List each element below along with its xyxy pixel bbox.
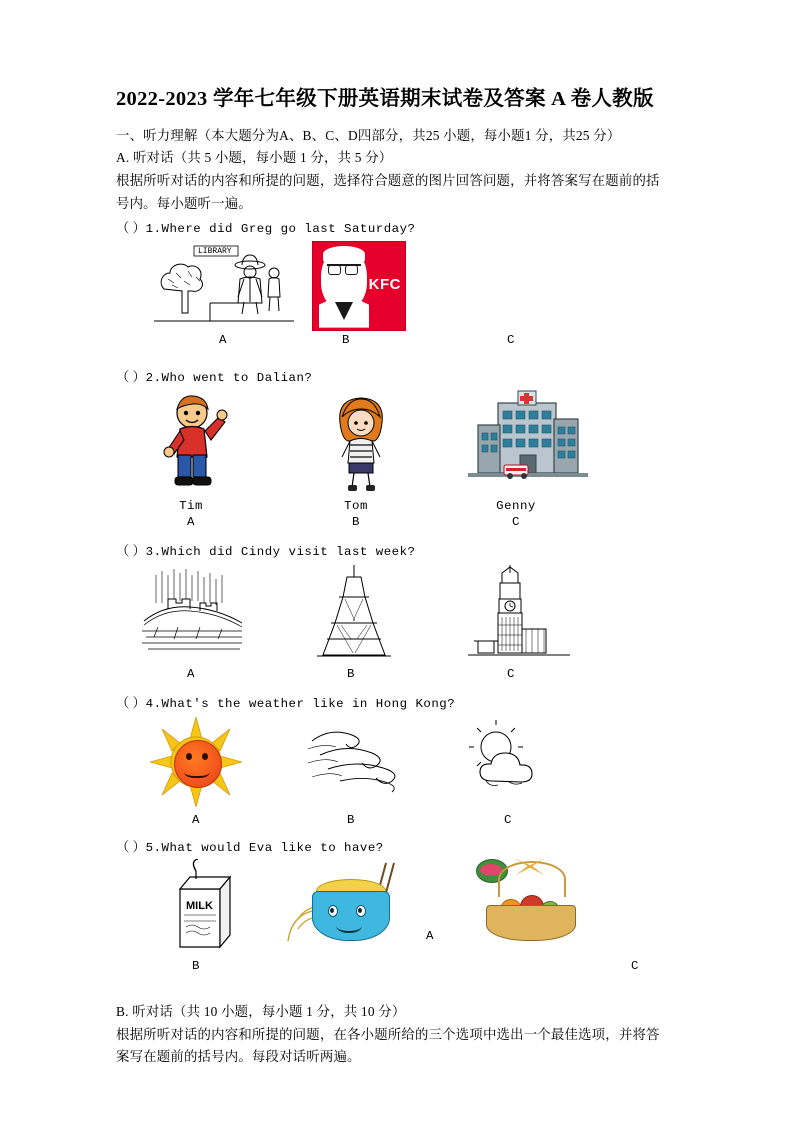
big-ben-sketch-image <box>466 563 576 668</box>
kfc-logo-image <box>312 241 404 329</box>
kfc-logo-text: KFC <box>368 275 401 293</box>
question-1-label-b: B <box>342 332 350 347</box>
question-1-bracket: （ ） <box>116 220 146 236</box>
noodle-bowl-image <box>298 865 408 947</box>
question-2-label-c: C <box>512 514 520 529</box>
question-4-label-c: C <box>504 812 512 827</box>
question-4-label-b: B <box>347 812 355 827</box>
library-sketch-image <box>154 243 294 333</box>
question-2-label-a: A <box>187 514 195 529</box>
hospital-building-image <box>468 389 588 498</box>
question-1-options <box>116 241 678 363</box>
question-2-label-b: B <box>352 514 360 529</box>
question-4-options <box>116 715 678 833</box>
cloudy-sun-sketch-image <box>456 719 566 810</box>
question-5-bracket: （ ） <box>116 838 146 854</box>
page-title: 2022-2023 学年七年级下册英语期末试卷及答案 A 卷人教版 <box>116 88 654 110</box>
eiffel-tower-sketch-image <box>311 563 397 668</box>
fruit-basket-image <box>476 859 586 945</box>
question-2-bracket: （ ） <box>116 368 146 384</box>
question-5-line <box>116 836 678 859</box>
section-heading: 一、听力理解（本大题分为A、B、C、D四部分，共25 小题，每小题1 分，共25 分） <box>116 127 621 143</box>
windy-sketch-image <box>306 721 426 806</box>
part-b-block <box>116 1001 678 1068</box>
part-a-instruction-line2: 号内。每小题听一遍。 <box>116 195 252 211</box>
sun-smiling-image <box>150 717 242 807</box>
part-a-heading: A. 听对话（共 5 小题，每小题 1 分，共 5 分） <box>116 150 393 166</box>
question-2-prompt: 2.Who went to Dalian? <box>145 370 313 385</box>
question-3-label-b: B <box>347 666 355 681</box>
question-1-label-a: A <box>219 332 227 347</box>
part-a-instruction-line1: 根据所听对话的内容和所提的问题，选择符合题意的图片回答问题，并将答案写在题前的括 <box>116 173 660 189</box>
question-5-label-a: A <box>426 928 434 943</box>
question-5-label-b: B <box>192 958 200 973</box>
question-2-options <box>116 389 678 537</box>
question-4-line <box>116 692 678 715</box>
question-4-bracket: （ ） <box>116 694 146 710</box>
girl-cartoon-image <box>328 393 394 502</box>
question-4-prompt: 4.What's the weather like in Hong Kong? <box>145 696 456 711</box>
question-4-label-a: A <box>192 812 200 827</box>
question-3-bracket: （ ） <box>116 542 146 558</box>
question-3-options <box>116 563 678 689</box>
part-b-instruction-line1: 根据所听对话的内容和所提的问题，在各小题所给的三个选项中选出一个最佳选项，并将答 <box>116 1026 660 1042</box>
question-5-options <box>116 859 678 979</box>
question-3-label-a: A <box>187 666 195 681</box>
svg-text:LIBRARY: LIBRARY <box>198 246 232 256</box>
question-2-caption-genny: Genny <box>496 498 536 513</box>
question-2-caption-tom: Tom <box>344 498 368 513</box>
part-b-instruction-line2: 案写在题前的括号内。每段对话听两遍。 <box>116 1049 361 1065</box>
milk-carton-image <box>150 859 250 960</box>
question-3-line <box>116 540 678 563</box>
question-2-line <box>116 366 678 389</box>
question-3-label-c: C <box>507 666 515 681</box>
question-3-prompt: 3.Which did Cindy visit last week? <box>145 544 416 559</box>
svg-text:MILK: MILK <box>186 899 213 912</box>
question-1-prompt: 1.Where did Greg go last Saturday? <box>145 222 416 237</box>
part-b-heading: B. 听对话（共 10 小题，每小题 1 分，共 10 分） <box>116 1003 406 1019</box>
boy-cartoon-image <box>160 393 230 502</box>
question-5-label-c: C <box>631 958 639 973</box>
question-1-label-c: C <box>507 332 515 347</box>
question-2-caption-tim: Tim <box>179 498 203 513</box>
question-5-prompt: 5.What would Eva like to have? <box>145 840 384 855</box>
document-content <box>116 86 678 1069</box>
great-wall-sketch-image <box>138 565 248 666</box>
question-1-line <box>116 217 678 240</box>
